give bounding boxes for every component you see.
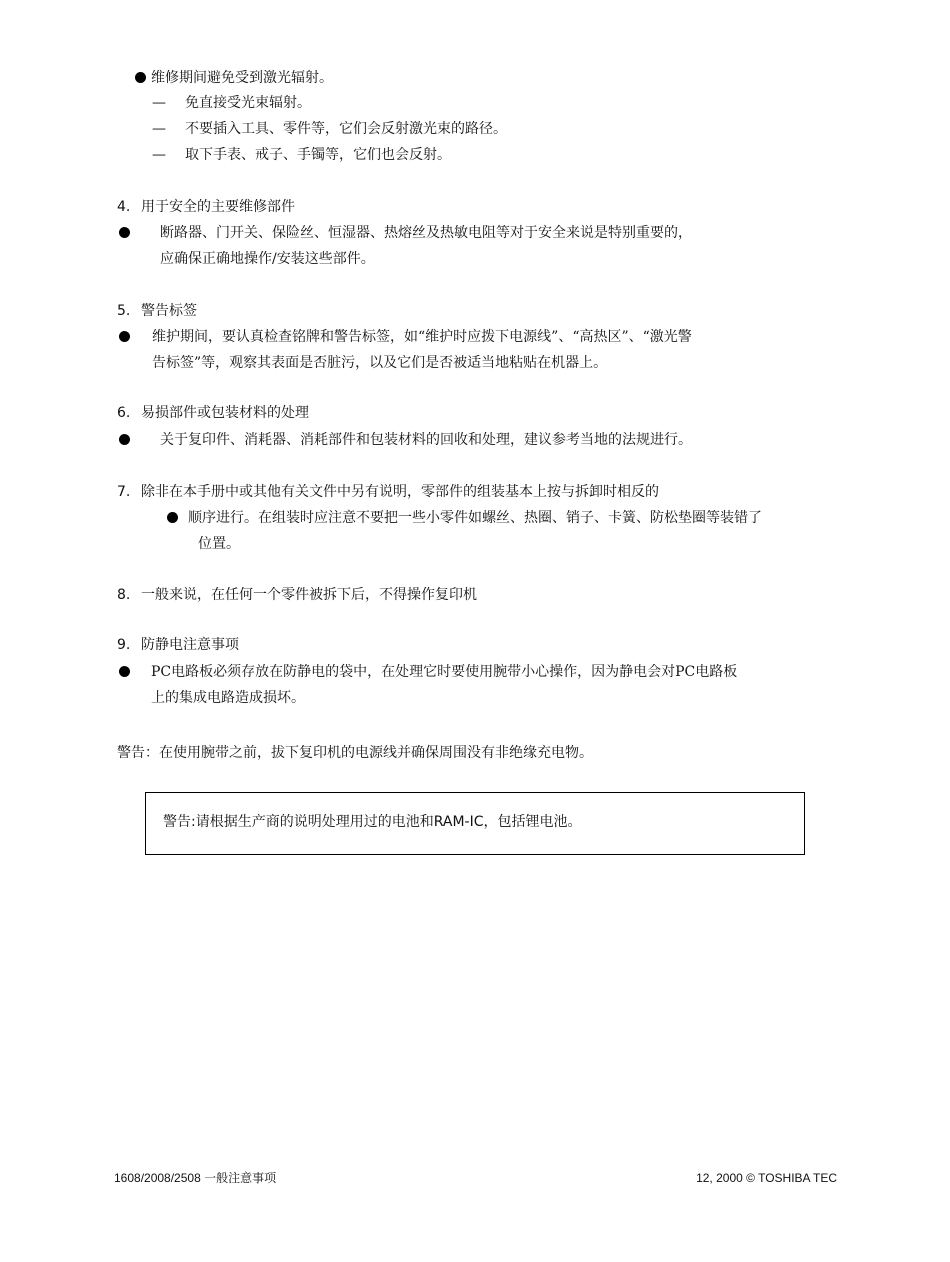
laser-item: 不要插入工具、零件等，它们会反射激光束的路径。 [185, 121, 507, 137]
bullet-icon [119, 434, 130, 445]
section-number: 9. [117, 637, 131, 653]
section-number: 4. [117, 199, 131, 215]
section-number: 8. [117, 587, 131, 603]
laser-item: 免直接受光束辐射。 [185, 95, 311, 111]
section-title: 防静电注意事项 [141, 637, 239, 653]
bullet-icon [119, 666, 130, 677]
section-text: 应确保正确地操作/安装这些部件。 [160, 251, 375, 267]
dash-icon: — [152, 121, 166, 137]
section-title: 易损部件或包装材料的处理 [141, 405, 309, 421]
section-title: 警告标签 [141, 303, 197, 319]
section-title: 用于安全的主要维修部件 [141, 199, 295, 215]
laser-bullet: 维修期间避免受到激光辐射。 [151, 70, 333, 86]
section-number: 6. [117, 405, 131, 421]
section-title: 除非在本手册中或其他有关文件中另有说明，零部件的组装基本上按与拆卸时相反的 [141, 484, 659, 500]
dash-icon: — [152, 147, 166, 163]
section-text: 关于复印件、消耗器、消耗部件和包装材料的回收和处理，建议参考当地的法规进行。 [160, 432, 692, 448]
section-text: 维护期间，要认真检查铭牌和警告标签，如“维护时应拨下电源线”、“高热区”、“激光警 [152, 329, 692, 345]
footer-right: 12, 2000 © TOSHIBA TEC [696, 1171, 837, 1185]
boxed-warning [145, 792, 805, 855]
bullet-icon [167, 512, 178, 523]
bullet-icon [119, 227, 130, 238]
section-text: PC电路板必须存放在防静电的袋中，在处理它时要使用腕带小心操作，因为静电会对PC电路板 [151, 664, 738, 680]
section-text: 上的集成电路造成损坏。 [151, 690, 305, 706]
section-text: 位置。 [198, 536, 240, 552]
section-title: 一般来说，在任何一个零件被拆下后，不得操作复印机 [141, 587, 477, 603]
dash-icon: — [152, 95, 166, 111]
section-number: 7. [117, 484, 131, 500]
section-number: 5. [117, 303, 131, 319]
section-text: 顺序进行。在组装时应注意不要把一些小零件如螺丝、热圈、销子、卡簧、防松垫圈等装错了 [188, 510, 762, 526]
footer-left: 1608/2008/2508 一般注意事项 [114, 1171, 277, 1185]
bullet-icon [135, 72, 146, 83]
section-text: 告标签”等，观察其表面是否脏污，以及它们是否被适当地粘贴在机器上。 [152, 355, 608, 371]
bullet-icon [119, 331, 130, 342]
laser-item: 取下手表、戒子、手镯等，它们也会反射。 [185, 147, 451, 163]
warning-text: 警告：在使用腕带之前，拔下复印机的电源线并确保周围没有非绝缘充电物。 [117, 745, 593, 761]
boxed-warning-text: 警告:请根据生产商的说明处理用过的电池和RAM-IC，包括锂电池。 [163, 814, 582, 830]
section-text: 断路器、门开关、保险丝、恒湿器、热熔丝及热敏电阻等对于安全来说是特别重要的， [160, 225, 692, 241]
